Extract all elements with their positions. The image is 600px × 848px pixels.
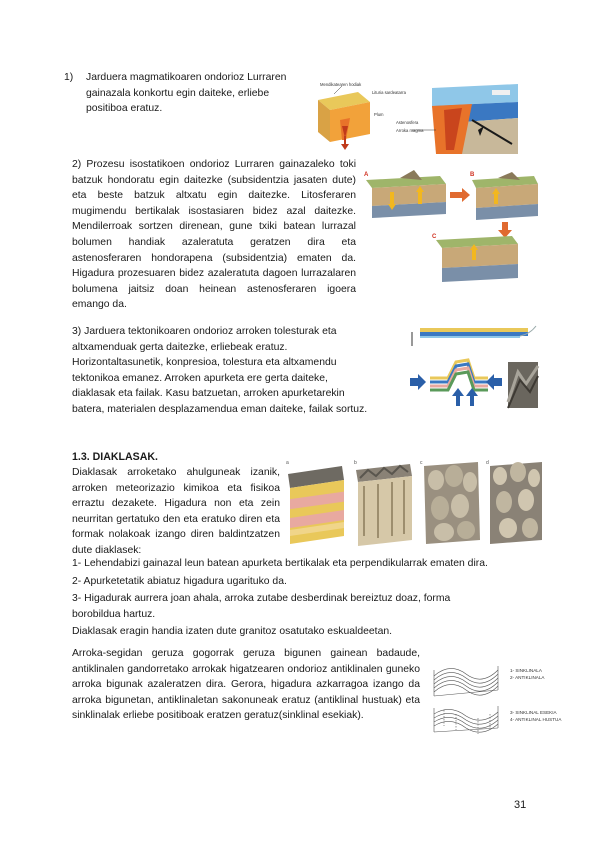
fig1-label-0: Mendikatearen hodiak (320, 82, 362, 87)
list-item: 1- Lehendabizi gainazal leun batean apurketa bertikalak eta perpendikularrak ematen dira. (72, 558, 488, 569)
fig4-label-a: a (286, 460, 289, 466)
figure-magmatic-activity (312, 80, 522, 156)
fig4-label-c: c (420, 460, 423, 466)
diaclase-list (72, 556, 532, 640)
fig1-label-4: Arroka magma (396, 128, 424, 133)
page-number: 31 (514, 799, 527, 811)
section1-paragraph (64, 70, 310, 117)
fig4-label-b: b (354, 460, 357, 466)
section1-number: 1) (64, 72, 74, 83)
figure-anticline-syncline (430, 656, 574, 744)
fig2-label-c: C (432, 234, 437, 240)
isostasy-illustration (362, 166, 540, 286)
figure-folding (408, 322, 540, 410)
fig1-label-1: Lituria sardeatarra (372, 90, 406, 95)
fig1-label-3: Astenosfera (396, 120, 419, 125)
magmatic-activity-illustration (312, 80, 522, 156)
fig1-label-2: Plum (374, 112, 384, 117)
folding-illustration (408, 322, 540, 410)
fig2-label-b: B (470, 172, 475, 178)
fig2-label-a: A (364, 172, 369, 178)
fig5-label-3: 4- ANTIKLINAL HUSTUA (510, 717, 562, 722)
section4-closing: Diaklasak eragin handia izaten dute granitoz osatutako eskualdeetan. (72, 626, 393, 638)
fig4-label-d: d (486, 460, 489, 466)
fig5-label-0: 1- SINKLINALA (510, 668, 542, 673)
figure-diaclases (284, 456, 544, 550)
section2-paragraph: 2) Prozesu isostatikoen ondorioz Lurraren gainazaleko toki batzuk hondoratu egin daitezke (subsidentzia jasaten dute) eta beste batzuk altxatu egin daitezke. Litosferaren mugimendu bertikalak isostasiaren bidez azal daitezke. Mendilerroak sortzen direnean, gune txiki batean lurrazal bolumen handiak azaleratuta geratzen dira eta astenosferaren hondorapena (subsidentzia) ematen da. Higadura prozesuaren bidez azaleratuta dagoen lurrazalaren bolumena jaitsiz doan heinean astenosferaren igoera emango da. (72, 159, 356, 311)
section1-text: Jarduera magmatikoaren ondorioz Lurraren gainazala konkortu egin daiteke, erliebe positiboa eratuz. (86, 72, 287, 115)
figure-isostasy (362, 166, 540, 286)
fig5-label-2: 3- SINKLINAL ESEKIA (510, 710, 557, 715)
diaclases-illustration (284, 456, 544, 550)
section4-intro: Diaklasak arroketako ahulguneak izanik, arroken meteorizazio kimikoa eta fisikoa erraztu dezakete. Higadura non eta zein neurritan gertatuko den eta eratuko diren eta formak nolakoak izango diren baldintzatzen dute diaklasek: (72, 467, 280, 556)
anticline-syncline-illustration (430, 656, 574, 744)
section4-heading: 1.3. DIAKLASAK. (72, 451, 158, 463)
section5-paragraph: Arroka-segidan geruza gogorrak geruza bigunen gainean badaude, antiklinalen gandorretako arrokak higatzearen ondorioz antiklinalen guneko arroka bigunak azaleratzen dira. Gerora, higadura azkarragoa izango da arroka bigunetan, antiklinaletan sakonuneak eratuz (antiklinal hustuak) eta sinklinalak erliebe positiboak eratzen geratuz(sinklinal esekiak). (72, 648, 420, 722)
fig5-label-1: 2- ANTIKLINALA (510, 675, 545, 680)
list-item: 3- Higadurak aurrera joan ahala, arroka zutabe desberdinak bereiztuz doaz, forma borobildua hartuz. (72, 593, 451, 620)
list-item: 2- Apurketetatik abiatuz higadura ugarituko da. (72, 575, 287, 587)
section3-paragraph: 3) Jarduera tektonikoaren ondorioz arroken tolesturak eta altxamenduak gerta daitezke, erliebeak eratuz. Horizontaltasunetik, konpresioa, tolestura eta altxamendu tektonikoa emanez. Arroken apurketa ere gerta daiteke, diaklasak eta failak. Kasu batzuetan, arroken apurketarekin batera, materialen desplazamendua eman daiteke, failak sortuz. (72, 326, 368, 415)
